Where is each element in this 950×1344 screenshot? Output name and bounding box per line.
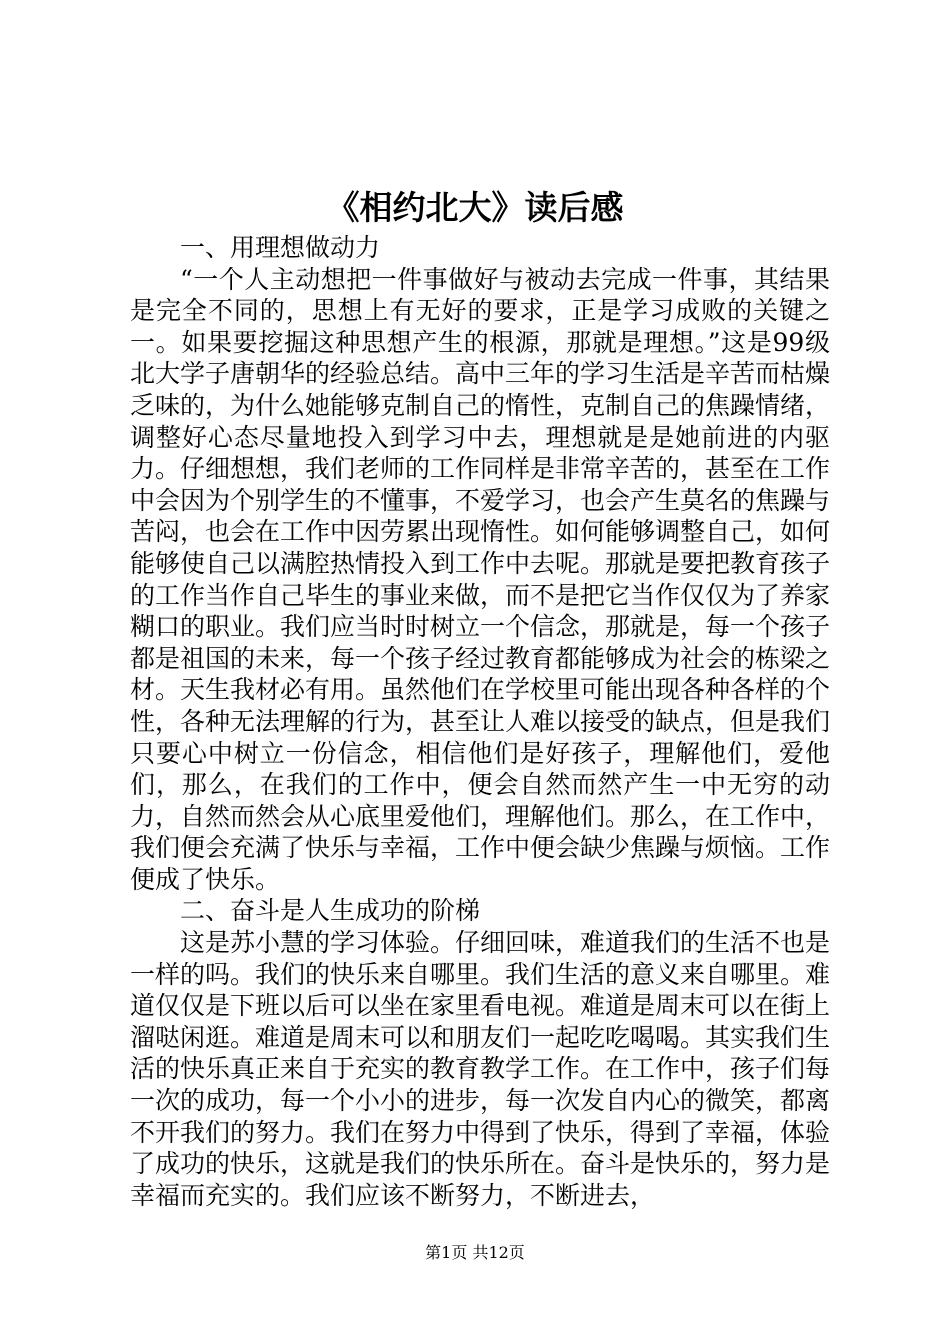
document-title: 《相约北大》读后感	[326, 188, 624, 227]
page-number-footer: 第1页 共12页	[425, 1243, 525, 1262]
document-body	[130, 232, 830, 1211]
section-heading-1: 一、用理想做动力	[180, 233, 381, 262]
section-heading-2: 二、奋斗是人生成功的阶梯	[180, 896, 481, 926]
body-paragraph-1: “一个人主动想把一件事做好与被动去完成一件事，其结果是完全不同的，思想上有无好的要求，正是学习成败的关键之一。如果要挖掘这种思想产生的根源，那就是理想。”这是99级北大学子唐朝华的经验总结。高中三年的学习生活是辛苦而枯燥乏味的，为什么她能够克制自己的惰性，克制自己的焦躁情绪，调整好心态尽量地投入到学习中去，理想就是是她前进的内驱力。仔细想想，我们老师的工作同样是非常辛苦的，甚至在工作中会因为个别学生的不懂事，不爱学习，也会产生莫名的焦躁与苦闷，也会在工作中因劳累出现惰性。如何能够调整自己，如何能够使自己以满腔热情投入到工作中去呢。那就是要把教育孩子的工作当作自己毕生的事业来做，而不是把它当作仅仅为了养家糊口的职业。我们应当时时树立一个信念，那就是，每一个孩子都是祖国的未来，每一个孩子经过教育都能够成为社会的栋梁之材。天生我材必有用。虽然他们在学校里可能出现各种各样的个性，各种无法理解的行为，甚至让人难以接受的缺点，但是我们只要心中树立一份信念，相信他们是好孩子，理解他们，爱他们，那么，在我们的工作中，便会自然而然产生一中无穷的动力，自然而然会从心底里爱他们，理解他们。那么，在工作中，我们便会充满了快乐与幸福，工作中便会缺少焦躁与烦恼。工作便成了快乐。	[130, 264, 831, 894]
body-paragraph-2: 这是苏小慧的学习体验。仔细回味，难道我们的生活不也是一样的吗。我们的快乐来自哪里。我们生活的意义来自哪里。难道仅仅是下班以后可以坐在家里看电视。难道是周末可以在街上溜哒闲逛。难道是周末可以和朋友们一起吃吃喝喝。其实我们生活的快乐真正来自于充实的教育教学工作。在工作中，孩子们每一次的成功，每一个小小的进步，每一次发自内心的微笑，都离不开我们的努力。我们在努力中得到了快乐，得到了幸福，体验了成功的快乐，这就是我们的快乐所在。奋斗是快乐的，努力是幸福而充实的。我们应该不断努力，不断进去，	[130, 928, 831, 1210]
